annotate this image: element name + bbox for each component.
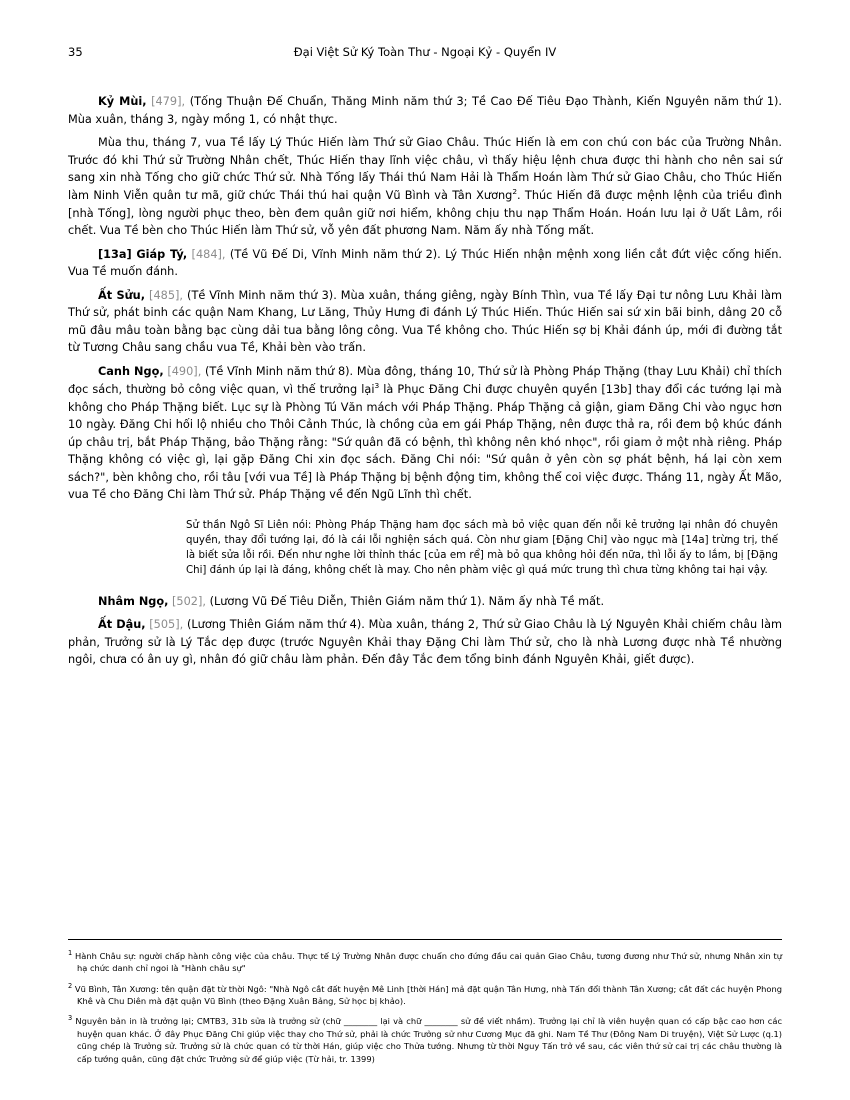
paragraph-text: (Tề Vũ Đế Di, Vĩnh Minh năm thứ 2). Lý Thúc Hiến nhận mệnh xong liền cắt đứt việc cống hiến. Vua Tề muốn đánh. xyxy=(68,247,782,279)
paragraph xyxy=(68,93,782,128)
era-heading: Canh Ngọ, xyxy=(98,364,164,378)
footnote-item xyxy=(68,1014,782,1065)
era-year: [485], xyxy=(145,288,184,302)
era-heading: Nhâm Ngọ, xyxy=(98,594,169,608)
paragraph-text: Mùa thu, tháng 7, vua Tề lấy Lý Thúc Hiến làm Thứ sử Giao Châu. Thúc Hiến là em con chú con bác của Trường Nhân. Trước đó khi Thứ sử Trường Nhân chết, Thúc Hiến thay lĩnh việc châu, vì thấy hiệu lệnh chưa được thi hành cho nên sai sứ sang xin nhà Tống cho giữ chức Thứ sử. Nhà Tống lấy Thái thú Nam Hải là Thẩm Hoán làm Thứ sử Giao Châu, cho Thúc Hiến làm Ninh Viễn quân tư mã, giữ chức Thái thú hai quận Vũ Bình và Tân Xương$^2$. Thúc Hiến đã được mệnh lệnh của triều đình [nhà Tống], lòng người phục theo, bèn đem quân giữ nơi hiểm, không chịu thu nạp Thẩm Hoán. Hoán lưu lại ở Uất Lâm, rồi chết. Vua Tề bèn cho Thúc Hiến làm Thứ sử, vỗ yên đất phương Nam. Năm ấy nhà Tống mất. xyxy=(68,136,783,238)
era-year: [502], xyxy=(168,594,206,608)
paragraph-text: (Tề Vĩnh Minh năm thứ 3). Mùa xuân, tháng giêng, ngày Bính Thìn, vua Tề lấy Đại tư nông Lưu Khải làm Thứ sử, phát binh các quận Nam Khang, Lư Lăng, Thủy Hưng đi đánh Lý Thúc Hiến. Thúc Hiến sai sứ xin bãi binh, dâng 20 cỗ mũ đâu mâu toàn bằng bạc cùng dải tua bằng lông công. Vua Tề không cho. Thúc Hiến sợ bị Khải đánh úp, mới đi đường tắt từ Tương Châu sang chầu vua Tề, Khải bèn vào trấn. xyxy=(68,288,783,355)
footnote-text: Hành Châu sự: người chấp hành công việc của châu. Thực tế Lý Trường Nhân được chuẩn cho đứng đầu cai quản Giao Châu, tương đương như Thứ sử, nhưng Nhân xin tự hạ chức danh chỉ ngoi là "Hành châu sự" xyxy=(75,950,782,974)
page-header xyxy=(68,45,782,59)
footnote-number: 3 xyxy=(68,1014,73,1023)
header-title: Đại Việt Sử Ký Toàn Thư - Ngoại Kỷ - Quyển IV xyxy=(293,45,557,59)
footnote-text: Nguyên bản in là trưởng lại; CMTB3, 31b sửa là trưởng sử (chữ ________ lại và chữ ________ sử đề viết nhầm). Trưởng lại chỉ là viên huyện quan có cấp bậc cao hơn các huyện quan khác. Ở đây Phục Đăng Chi giúp việc thay cho Thứ sử, phải là chức Trưởng sử như Cương Mục đã ghi. Nam Tề Thư (Đông Nam Di truyện), Việt Sử Lược (q.1) cũng chép là Trưởng sử. Trưởng sử là chức quan có từ thời Hán, giúp việc cho Thửa tướng. Nhưng từ thời Nguy Tấn trở về sau, các viên thứ sử cai trị các châu thường là cấp tướng quân, cũng đặt chức Trưởng sử để giúp việc (Từ hải, tr. 1399) xyxy=(75,1016,783,1064)
paragraph xyxy=(68,616,782,669)
footnote-text: Vũ Bình, Tân Xương: tên quận đặt từ thời Ngô: "Nhà Ngô cắt đất huyện Mê Linh [thời Hán] mả đặt quận Tân Hưng, nhà Tấn đổi thành Tân Xương; cắt đất các huyện Phong Khê và Chu Diên mà đặt quận Vũ Bình (theo Đặng Xuân Bảng, Sử học bị khảo). xyxy=(74,983,782,1007)
era-year: [479], xyxy=(146,95,186,108)
footnote-separator xyxy=(68,939,782,940)
era-heading: Kỷ Mùi, xyxy=(98,95,147,108)
paragraph xyxy=(68,246,782,281)
footnote-number: 2 xyxy=(68,981,73,990)
era-heading: Ất Sửu, xyxy=(98,288,146,302)
body-text xyxy=(68,93,782,669)
footnote-number: 1 xyxy=(68,949,73,958)
historian-commentary: Sử thần Ngô Sĩ Liên nói: Phòng Pháp Thặng ham đọc sách mà bỏ việc quan đến nỗi kẻ trưởng lại nhân đó chuyên quyền, thay đổi tướng lại, đó là cái lỗi nghiện sách quá. Còn như giam [Đặng Chi] vào ngục mà [14a] trừng trị, thế là biết sửa lỗi rồi. Đến như nghe lời thỉnh thác [của em rể] mà bỏ qua không hỏi đến nữa, thì lỗi ấy to lắm, bị [Đặng Chi] đánh úp lại là đáng, không chết là may. Cho nên phàm việc gì quá mức trung thì chưa từng không tai hại vậy. xyxy=(186,519,778,577)
footnotes-section xyxy=(68,939,782,1072)
era-heading: Ất Dậu, xyxy=(98,618,146,632)
page-number: 35 xyxy=(68,45,83,59)
era-year: [505], xyxy=(145,618,184,632)
paragraph xyxy=(68,593,782,611)
paragraph xyxy=(68,287,782,357)
footnote-item xyxy=(68,982,782,1008)
paragraph-text: (Lương Thiên Giám năm thứ 4). Mùa xuân, tháng 2, Thứ sử Giao Châu là Lý Nguyên Khải chiếm châu làm phản, Trưởng sử là Lý Tắc dẹp được (trước Nguyên Khải thay Đặng Chi làm Thứ sử, cho là nhà Lương được nhà Tề nhường ngôi, chưa có ân uy gì, nhân đó giữ châu làm phản. Đến đây Tắc đem tổng binh đánh Nguyên Khải, giết được). xyxy=(68,618,782,667)
footnote-item xyxy=(68,949,782,975)
paragraph xyxy=(68,134,782,240)
era-heading: [13a] Giáp Tý, xyxy=(98,247,188,261)
era-year: [484], xyxy=(187,247,226,261)
paragraph-text: (Lương Vũ Đế Tiêu Diễn, Thiên Giám năm thứ 1). Năm ấy nhà Tề mất. xyxy=(205,594,605,608)
paragraph-text: (Tống Thuận Đế Chuẩn, Thăng Minh năm thứ 3; Tề Cao Đế Tiêu Đạo Thành, Kiến Nguyên năm thứ 1). Mùa xuân, tháng 3, ngày mồng 1, có nhật thực. xyxy=(68,95,783,126)
era-year: [490], xyxy=(163,364,202,378)
paragraph-text: (Tề Vĩnh Minh năm thứ 8). Mùa đông, tháng 10, Thứ sử là Phòng Pháp Thặng (thay Lưu Khải) chỉ thích đọc sách, thường bỏ công việc quan, vì thế trưởng lại$^3$ là Phục Đăng Chi được chuyên quyền [13b] thay đổi các tướng lại mà không cho Pháp Thặng biết. Lục sự là Phòng Tú Văn mách với Pháp Thặng. Pháp Thặng cả giận, giam Đăng Chi vào ngục hơn 10 ngày. Đăng Chi hối lộ nhiều cho Thôi Cảnh Thúc, là chồng của em gái Pháp Thặng, nên được thả ra, rồi đem bộ khúc đánh úp châu trị, bắt Pháp Thặng, bảo Thặng rằng: "Sứ quân đã có bệnh, thì không nên khó nhọc", rồi giam ở một nhà riêng. Pháp Thặng không có việc gì, lại gặp Đăng Chi xin đọc sách. Đăng Chi nói: "Sứ quân ở yên còn sợ phát bệnh, há lại còn xem sách?", bèn không cho, rồi tâu [với vua Tề] là Pháp Thặng bị bệnh động tim, không thể coi việc được. Tháng 11, ngày Ất Mão, vua Tề cho Đăng Chi làm Thứ sử. Pháp Thặng về đến Ngũ Lĩnh thì chết. xyxy=(68,364,783,502)
paragraph xyxy=(68,363,782,504)
